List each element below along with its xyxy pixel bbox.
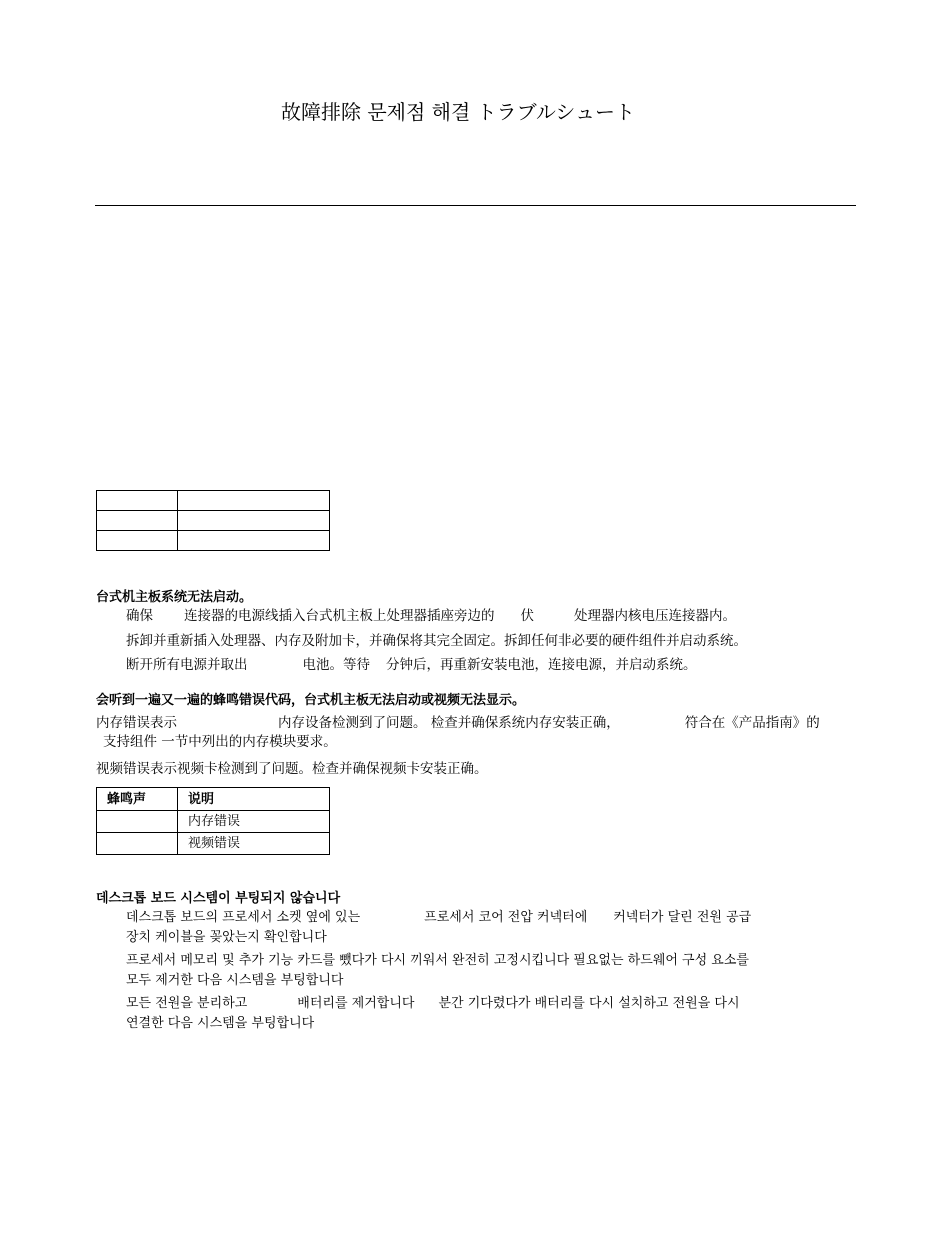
table-cell: 内存错误 [178,811,330,833]
zh-step-3 [126,655,697,675]
text: 处理器内核电压连接器内。 [574,608,736,624]
column-header-description: 说明 [178,788,330,811]
text: 데스크톱 보드의 프로세서 소켓 옆에 있는 [126,910,361,925]
text: 커넥터가 달린 전원 공급 [613,910,752,925]
page-title: 故障排除 문제점 해결 トラブルシュート [281,100,635,124]
text: 分钟后，再重新安装电池，连接电源，并启动系统。 [386,657,697,673]
table-header-row [97,788,330,811]
table-cell [97,811,178,833]
empty-table [96,490,330,551]
table-row [97,811,330,833]
text: 内存设备检测到了问题。 检查并确保系统内存安装正确， [278,715,620,731]
text: 断开所有电源并取出 [126,657,248,673]
zh-step-1 [126,606,736,626]
column-header-beep: 蜂鸣声 [97,788,178,811]
zh-heading-beep: 会听到一遍又一遍的蜂鸣错误代码，台式机主板无法启动或视频无法显示。 [96,693,526,708]
text: 伏 [520,608,534,624]
table-row [97,491,330,511]
text: 프로세서 코어 전압 커넥터에 [424,910,588,925]
text: 电池。等待 [302,657,370,673]
table-row [97,511,330,531]
table-cell: 视频错误 [178,833,330,855]
text: 符合在《产品指南》的 [684,715,820,731]
ko-step-1-cont: 장치 케이블을 꽂았는지 확인합니다 [126,930,327,945]
zh-video-error-para: 视频错误表示视频卡检测到了问题。检查并确保视频卡安装正确。 [96,761,488,777]
text: 분간 기다렸다가 배터리를 다시 설치하고 전원을 다시 [438,996,740,1011]
zh-step-2 [126,631,747,651]
text: 连接器的电源线插入台式机主板上处理器插座旁边的 [184,608,495,624]
text: 배터리를 제거합니다 [297,996,415,1011]
zh-memory-error-para-cont: 支持组件 一节中列出的内存模块要求。 [103,734,337,750]
ko-heading-no-boot: 데스크톱 보드 시스템이 부팅되지 않습니다 [96,891,341,906]
text: 모든 전원을 분리하고 [126,996,248,1011]
zh-memory-error-para [96,713,820,733]
table-row [97,531,330,551]
text: 内存错误表示 [96,715,177,731]
ko-step-1 [126,907,751,928]
ko-step-2-cont: 모두 제거한 다음 시스템을 부팅합니다 [126,973,344,988]
ko-step-2: 프로세서 메모리 및 추가 기능 카드를 뺐다가 다시 끼워서 완전히 고정시킵니다 필요없는 하드웨어 구성 요소를 [126,953,749,968]
beep-code-table [96,787,330,855]
table-row [97,833,330,855]
ko-step-3 [126,993,740,1014]
text: 拆卸并重新插入处理器、内存及附加卡，并确保将其完全固定。拆卸任何非必要的硬件组件并启动系统。 [126,633,747,649]
zh-heading-no-boot: 台式机主板系统无法启动。 [96,590,253,605]
table-cell [97,833,178,855]
title-divider [95,205,856,206]
text: 确保 [126,608,153,624]
ko-step-3-cont: 연결한 다음 시스템을 부팅합니다 [126,1016,315,1031]
